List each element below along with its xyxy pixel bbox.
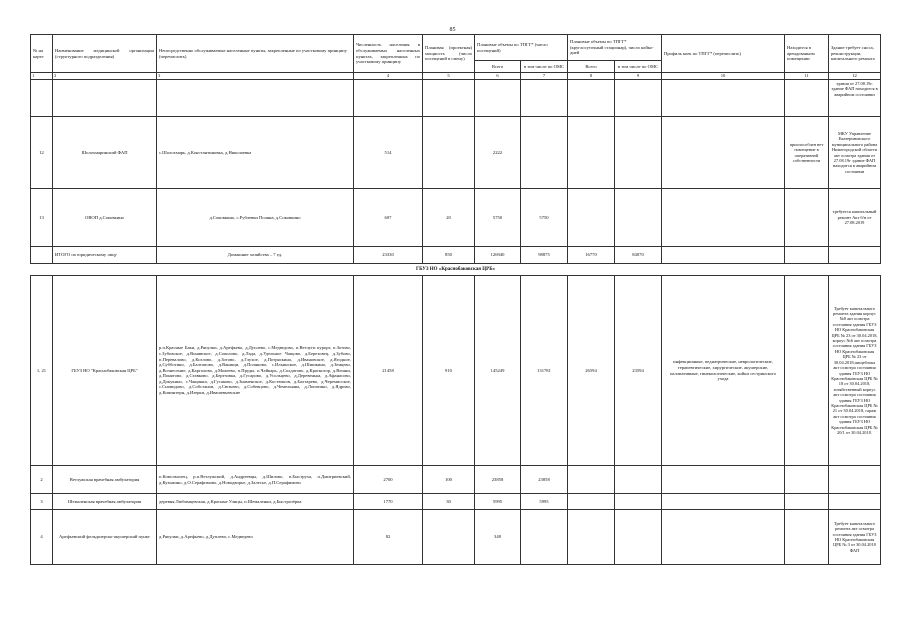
cell-capacity: 30 (423, 494, 475, 510)
cell-beds (568, 494, 615, 510)
cell-number: 12 (31, 117, 53, 189)
cell-population: 21458 (354, 276, 423, 466)
cell-population (354, 80, 423, 117)
header-repair: Здание требует сноса, реконструкции, капитального ремонта (829, 35, 881, 73)
total-beds: 16770 (568, 247, 615, 264)
total-capacity: 850 (423, 247, 475, 264)
header-visits-oms: в том числе по ОМС (521, 61, 568, 73)
header-population: Численность населения в обслуживаемых населенных пунктах, закрепленных по участковому принципу (354, 35, 423, 73)
cell-note: требуется капитальный ремонт Акт б/н от 27.08.2019 (829, 189, 881, 247)
cell-organization: ОВОП д.Соковкино (53, 189, 157, 247)
cell-beds-oms (615, 466, 662, 494)
header-organization: Наименование медицинской организации (структурного подразделения) (53, 35, 157, 73)
header-beds-oms: в том числе по ОМС (615, 61, 662, 73)
cell-visits-oms: 5750 (521, 189, 568, 247)
cell-number: 13 (31, 189, 53, 247)
cell-beds: 26594 (568, 276, 615, 466)
total-visits: 126940 (475, 247, 521, 264)
cell-organization: Арефьевский фельдшерско-акушерский пункт (53, 510, 157, 565)
cell-settlements: р.п.Красные Баки, д.Ряпулки, д.Арефьево, д.Дуплево, с.Медведово, п.Ветлуги курорт, п.Зотово, с.Зубовское, д.Вонявское, д.Соколово, д.Лада, д.Удельное Чащово, д.Березовец, д.Зубово, п.Перевалово, д.Козлово, д.Зотово, д.Глухое, д.Потряскино, д.Ивановское, д.Ягодное, д.Субботино, д.Балтапово, д.Ванищи, д.Поляново, с.Ильинское, д.Шишкино, д.Зенцево, д.Вознесение, д.Каргалово, д.Мокеево, п.Пруды, п.Чайкарь, д.Солдатово, д.Красногор, д.Вешни, д.Понятово, д.Ставково, д.Березовка, д.Гусарово, д.Усольцево, д.Деревенька, д.Афанасово, д.Докукино, с.Чащинка, д.Гусаково, д.Знаменское, д.Костюшов, д.Балтарево, д.Черемисское, с.Сновидово, д.Собстанов, д.Сюзьево, д.Собевцово, д.Чемельяны, д.Лопатино, д.Ядрово, д.Коминтерн, д.Изерки, д.Ивашевьевские (157, 276, 354, 466)
cell-profile (662, 494, 785, 510)
total-row (31, 247, 881, 264)
cell-beds-oms: 23594 (615, 276, 662, 466)
cell-number: 1, 21 (31, 276, 53, 466)
cell-capacity (423, 117, 475, 189)
cell-rented (785, 510, 829, 565)
cell-visits (475, 80, 521, 117)
cell-profile (662, 189, 785, 247)
header-rented: Находится в арендованном помещении (785, 35, 829, 73)
index-cell: 1 (31, 73, 53, 80)
cell-note: Требует капитального ремонта акт осмотра состояния здания ГБУЗ НО Краснобаковская ЦРБ № 3 от 30.04.2018 ФАП (829, 510, 881, 565)
cell-number (31, 80, 53, 117)
cell-profile (662, 510, 785, 565)
cell-visits: 23858 (475, 466, 521, 494)
index-cell: 7 (521, 73, 568, 80)
cell-beds (568, 466, 615, 494)
cell-beds (568, 117, 615, 189)
section-row (31, 264, 881, 276)
index-cell: 11 (785, 73, 829, 80)
cell-population: 607 (354, 189, 423, 247)
cell-rented (785, 276, 829, 466)
cell-capacity (423, 80, 475, 117)
facilities-table (30, 34, 881, 565)
header-row (31, 35, 881, 61)
cell-profile: инфекционные, педиатрические, неврологические, терапевтические, хирургические, акушерские, паллиативные, гинекологические, койки сестринского ухода (662, 276, 785, 466)
cell-beds-oms (615, 80, 662, 117)
total-population: 23330 (354, 247, 423, 264)
total-beds-oms: 84070 (615, 247, 662, 264)
cell-number: 2 (31, 466, 53, 494)
cell-population: 514 (354, 117, 423, 189)
table-row (31, 117, 881, 189)
table-row (31, 80, 881, 117)
cell-organization: Шолохмаринский ФАП (53, 117, 157, 189)
cell-settlements: Домашние хозяйства – 7 ед. (157, 247, 354, 264)
index-cell: 12 (829, 73, 881, 80)
cell-settlements: с.Шолохмарь, д.Константиновка, д.Николаевка (157, 117, 354, 189)
cell-settlements: д.Соковкино, с.Рублевки Поляна, д.Соковкино (157, 189, 354, 247)
cell-note: МКУ Управление Екатериновского муниципального района Нижегородской области акт осмотра здания от 27.08.19г здание ФАП находится в аварийном состоянии (829, 117, 881, 189)
cell-visits: 348 (475, 510, 521, 565)
index-cell: 4 (354, 73, 423, 80)
cell-visits-oms (521, 117, 568, 189)
cell-visits-oms: 131781 (521, 276, 568, 466)
cell-profile (662, 80, 785, 117)
header-settlements: Непосредственно обслуживаемые населенные пункты, закрепленные по участковому принципу (перечислить) (157, 35, 354, 73)
cell-visits: 2222 (475, 117, 521, 189)
cell-organization: ГБУЗ НО "Краснобаковская ЦРБ" (53, 276, 157, 466)
cell-organization (53, 80, 157, 117)
cell-organization: Ветлужская врачебная амбулатория (53, 466, 157, 494)
header-map-number: № на карте (31, 35, 53, 73)
cell-visits-oms (521, 510, 568, 565)
cell-note: Требует капитального ремонта здания корпус №8 акт осмотра состояния здания ГБУЗ НО Краснобаковская ЦРБ № 23 от 30.04.2018, корпус №6 акт осмотра состояния здания ГБУЗ НО Краснобаковская ЦРБ № 23 от 30.04.2018,пищеблока акт осмотра состояния здания ГБУЗ НО Краснобаковская ЦРБ № 18 от 30.04.2018, хозяйственный корпус акт осмотра состояния здания ГБУЗ НО Краснобаковская ЦРБ № 21 от 30.04.2018, гараж акт осмотра состояния здания ГБУЗ НО Краснобаковская ЦРБ № 20/1 от 30.04.2018. (829, 276, 881, 466)
cell-settlements: п.Комсомолец, р.п.Ветлужский, д.Андреевцы, д.Шилово, п.Быструха, п.Дмитриевский, д.Кузьмино, д.О.Серафимово, д.Новодворье, д.Залесье, д.П.Серафимово (157, 466, 354, 494)
table-row (31, 276, 881, 466)
cell-settlements: деревня Любимцевская, д.Красные Улицы, п.Шемаленки, д.Быстрозёрка (157, 494, 354, 510)
cell-rented (785, 247, 829, 264)
cell-capacity: 100 (423, 466, 475, 494)
column-index-row (31, 73, 881, 80)
index-cell: 6 (475, 73, 521, 80)
index-cell: 8 (568, 73, 615, 80)
cell-visits-oms (521, 80, 568, 117)
table-row (31, 466, 881, 494)
header-bed-profile: Профиль коек по ТПГГ* (перечислить) (662, 35, 785, 73)
cell-capacity: 20 (423, 189, 475, 247)
table-row (31, 494, 881, 510)
cell-visits: 5995 (475, 494, 521, 510)
cell-number (31, 247, 53, 264)
section-title: ГБУЗ НО «Краснобаковская ЦРБ» (31, 264, 881, 276)
index-cell: 2 (53, 73, 157, 80)
cell-population: 1770 (354, 494, 423, 510)
cell-beds-oms (615, 494, 662, 510)
cell-population: 82 (354, 510, 423, 565)
header-beds: Плановые объемы по ТПГГ* (круглосуточный стационар), число койко-дней (568, 35, 662, 61)
cell-visits: 145249 (475, 276, 521, 466)
header-visits: Плановые объемы по ТПГГ* (число посещений) (475, 35, 568, 61)
cell-beds-oms (615, 117, 662, 189)
cell-profile (662, 247, 785, 264)
header-beds-total: Всего (568, 61, 615, 73)
cell-rented (785, 189, 829, 247)
cell-beds-oms (615, 510, 662, 565)
index-cell: 5 (423, 73, 475, 80)
cell-beds (568, 189, 615, 247)
cell-visits: 5750 (475, 189, 521, 247)
cell-number: 4 (31, 510, 53, 565)
cell-note (829, 247, 881, 264)
total-visits-oms: 98875 (521, 247, 568, 264)
table-row (31, 510, 881, 565)
cell-rented: приспособлен нет помещение в оперативной собственности (785, 117, 829, 189)
cell-beds (568, 80, 615, 117)
cell-rented (785, 494, 829, 510)
table-row (31, 189, 881, 247)
header-visits-total: Всего (475, 61, 521, 73)
index-cell: 10 (662, 73, 785, 80)
cell-profile (662, 117, 785, 189)
cell-note: здания от 27.08.19г. здание ФАП находится в аварийном состоянии (829, 80, 881, 117)
cell-beds (568, 510, 615, 565)
cell-profile (662, 466, 785, 494)
cell-settlements (157, 80, 354, 117)
index-cell: 3 (157, 73, 354, 80)
header-capacity: Плановая (проектная) мощность (число посещений в смену) (423, 35, 475, 73)
cell-note (829, 494, 881, 510)
cell-number: 3 (31, 494, 53, 510)
cell-settlements: д.Ряпулки, д.Арефьево, д.Дуплево, с.Медведево (157, 510, 354, 565)
cell-organization: Шемаленская врачебная амбулатория (53, 494, 157, 510)
cell-visits-oms: 23858 (521, 466, 568, 494)
cell-population: 2700 (354, 466, 423, 494)
page-number: 85 (449, 27, 456, 33)
total-label: ИТОГО по юридическому лицу (53, 247, 157, 264)
cell-rented (785, 466, 829, 494)
cell-capacity: 910 (423, 276, 475, 466)
cell-rented (785, 80, 829, 117)
cell-beds-oms (615, 189, 662, 247)
cell-capacity (423, 510, 475, 565)
cell-note (829, 466, 881, 494)
index-cell: 9 (615, 73, 662, 80)
cell-visits-oms: 5995 (521, 494, 568, 510)
